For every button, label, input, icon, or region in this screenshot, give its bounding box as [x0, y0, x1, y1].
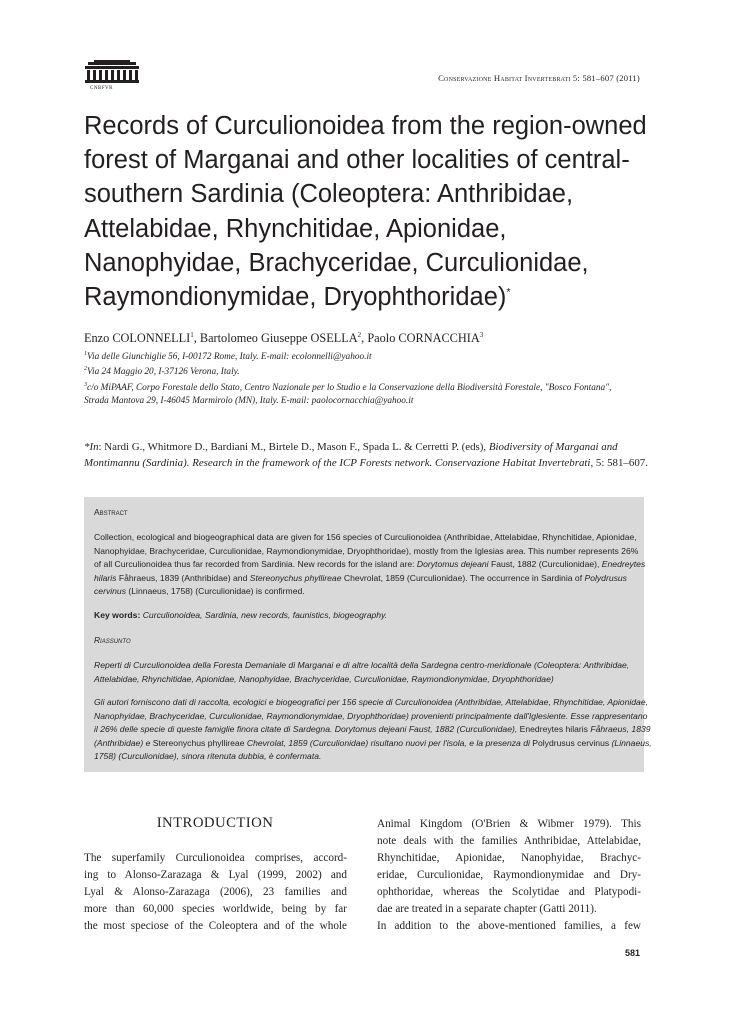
title-line: Nanophyidae, Brachyceridae, Curculionidae, — [84, 248, 589, 277]
riassunto-heading: Riassunto — [94, 635, 131, 645]
body-line: The superfamily Curculionoidea comprises, accord- — [84, 852, 347, 864]
riassunto-title-line: Attelabidae, Rhynchitidae, Apionidae, Nanophyidae, Brachyceridae, Curculionidae, Raymondionymidae, Dryophthoridae) — [94, 673, 554, 684]
species-name: Dorytomus dejeani — [416, 559, 489, 570]
title-line: southern Sardinia (Coleoptera: Anthribidae, — [84, 180, 574, 209]
section-heading-introduction: INTRODUCTION — [156, 815, 274, 831]
title-line — [84, 280, 664, 314]
riassunto-text: (Linnaeus, — [609, 737, 652, 748]
riassunto-line: 1758) (Curculionidae), sinora ritenuta dubbia, è confermata. — [94, 751, 322, 762]
riassunto-text: Fåhraeus, 1839 — [590, 724, 651, 735]
author-separator: , — [193, 331, 200, 346]
author-name: Paolo CORNACCHIA — [367, 331, 480, 346]
abstract-box — [84, 497, 652, 772]
abstract-line — [94, 572, 634, 586]
title-line: Records of Curculionoidea from the region-owned — [84, 112, 647, 140]
species-name: Stereonychus phyllireae — [249, 572, 342, 583]
body-line: more than 60,000 species worldwide, being by far — [84, 903, 347, 915]
source-note-line — [84, 440, 644, 456]
body-line: note deals with the families Anthribidae, Attelabidae, — [377, 835, 641, 847]
title-line: forest of Marganai and other localities of central- — [84, 146, 630, 175]
riassunto-line — [94, 723, 651, 737]
page-number: 581 — [624, 948, 640, 958]
species-name: hilaris — [94, 572, 117, 583]
note-text: , 5: 581–607. — [590, 456, 648, 469]
affiliation-mark: 2 — [84, 366, 87, 372]
title-footnote-mark: * — [506, 286, 511, 299]
species-name: Stereonychus phyllireae — [152, 737, 247, 748]
abstract-text: Fåhraeus, 1839 (Anthribidae) and — [116, 572, 250, 583]
keywords-text: Curculionoidea, Sardinia, new records, faunistics, biogeography. — [140, 610, 388, 620]
affiliation — [84, 362, 240, 379]
abstract-line — [94, 585, 634, 599]
body-line: the most speciose of the Coleoptera and of the whole — [84, 920, 347, 932]
affiliation-mark: 3 — [84, 382, 87, 388]
riassunto-text: Chevrolat, 1859 (Curculionidae) risultano nuovi per l'isola, e la presenza di — [246, 737, 533, 748]
paper-title — [84, 109, 664, 314]
abstract-text: Chevrolat, 1859 (Curculionidae). The occurrence in Sardinia of — [341, 572, 585, 583]
abstract-text: of all Curculionoidea thus far recorded from Sardinia. New records for the island are: — [94, 559, 417, 570]
body-line: ing to Alonso-Zarazaga & Lyal (1999, 2002) and — [84, 869, 347, 881]
note-text: : Nardi G., Whitmore D., Bardiani M., Birtele D., Mason F., Spada L. & Cerretti P. (eds), — [98, 441, 489, 453]
abstract-heading: Abstract — [94, 507, 128, 517]
abstract-body — [94, 531, 646, 599]
body-line: Rhynchitidae, Apionidae, Nanophyidae, Brachyc- — [377, 852, 641, 864]
author-name: Enzo COLONNELLI — [84, 331, 191, 346]
species-name: Enedreytes — [601, 559, 646, 570]
body-line: dae are treated in a separate chapter (Gatti 2011). — [377, 903, 597, 915]
riassunto-text: Faust, 1882 (Curculionidae), — [408, 724, 520, 735]
affiliation-mark: 1 — [84, 351, 87, 357]
publisher-logo — [84, 60, 140, 92]
species-name: Enedreytes hilaris — [519, 724, 591, 735]
keywords-label: Key words: — [94, 610, 141, 620]
body-line: Animal Kingdom (O'Brien & Wibmer 1979). This — [377, 818, 641, 830]
intro-right-column — [377, 816, 641, 935]
riassunto-body — [94, 696, 652, 764]
riassunto-line: Gli autori forniscono dati di raccolta, ecologici e biogeografici per 156 specie di Curculionoidea (Anthribidae, Attelabidae, Rhynchitidae, Apionidae, — [94, 697, 648, 707]
affiliation-text: c/o MiPAAF, Corpo Forestale dello Stato, Centro Nazionale per lo Studio e la Conservazione della Biodiversità Forestale, "Bosco Fontana", — [87, 383, 612, 394]
riassunto-title — [94, 659, 634, 686]
riassunto-text: il 26% delle specie di queste famiglie finora citate di Sardegna. Dorytomus dejeani — [94, 724, 409, 735]
author-separator: , — [361, 331, 368, 346]
affiliation-text: Strada Mantova 29, I-46045 Marmirolo (MN), Italy. E-mail: paolocornacchia@yahoo.it — [84, 396, 414, 406]
body-line: In addition to the above-mentioned families, a few — [377, 920, 641, 932]
affiliation-text: Via delle Giunchiglie 56, I-00172 Rome, Italy. E-mail: ecolonnelli@yahoo.it — [87, 352, 372, 363]
species-name: cervinus — [94, 586, 126, 597]
keywords — [94, 609, 634, 623]
abstract-line — [94, 558, 646, 572]
author-affiliation-mark: 2 — [357, 331, 362, 339]
species-name: Polydrusus cervinus — [532, 737, 610, 748]
intro-left-column — [84, 850, 347, 935]
title-line: Attelabidae, Rhynchitidae, Apionidae, — [84, 214, 507, 243]
source-note-line — [84, 456, 648, 472]
building-icon — [84, 60, 140, 86]
riassunto-line: Nanophyidae, Brachyceridae, Curculionidae, Raymondionymidae, Dryophthoridae) provenienti principalmente dall'Iglesiente. Esse rappresentano — [94, 710, 648, 721]
abstract-text: (Linnaeus, 1758) (Curculionidae) is confirmed. — [126, 586, 305, 597]
author-name: Bartolomeo Giuseppe OSELLA — [199, 331, 358, 346]
note-prefix: *In — [84, 441, 99, 453]
note-book-title: Montimannu (Sardinia). Research in the framework of the ICP Forests network. Conservazione Habitat Invertebrati — [84, 456, 591, 469]
author-list — [84, 331, 483, 346]
abstract-line: Collection, ecological and biogeographical data are given for 156 species of Curculionoidea (Anthribidae, Attelabidae, Rhynchitidae, Apionidae, — [94, 532, 637, 542]
author-affiliation-mark: 1 — [190, 331, 194, 339]
riassunto-title-line: Reperti di Curculionoidea della Foresta Demaniale di Marganai e di altre località della Sardegna centro-meridionale (Coleoptera: Anthribidae, — [94, 660, 630, 670]
body-line: ophthoridae, whereas the Scolytidae and Platypodi- — [377, 886, 641, 898]
body-line: Lyal & Alonso-Zarazaga (2006), 23 families and — [84, 886, 347, 898]
abstract-line: Nanophyidae, Brachyceridae, Curculionidae, Raymondionymidae, Dryophthoridae), mostly from the Iglesias area. This number represents 26% — [94, 545, 639, 556]
species-name: Polydrusus — [584, 572, 627, 583]
affiliation — [84, 378, 611, 395]
affiliation — [84, 394, 413, 408]
title-line-text: Raymondionymidae, Dryophthoridae) — [84, 283, 507, 312]
affiliation-text: Via 24 Maggio 20, I-37126 Verona, Italy. — [87, 367, 240, 378]
author-affiliation-mark: 3 — [479, 331, 484, 339]
note-book-title: Biodiversity of Marganai and — [488, 441, 618, 453]
riassunto-text: (Anthribidae) e — [94, 737, 153, 748]
source-note — [84, 440, 648, 471]
abstract-text: Faust, 1882 (Curculionidae), — [488, 559, 602, 570]
body-line: eridae, Curculionidae, Raymondionymidae and Dry- — [377, 869, 641, 881]
riassunto-line — [94, 737, 652, 751]
logo-caption: CNBFVR — [90, 86, 114, 91]
journal-reference: Conservazione Habitat Invertebrati 5: 581–607 (2011) — [438, 73, 640, 83]
